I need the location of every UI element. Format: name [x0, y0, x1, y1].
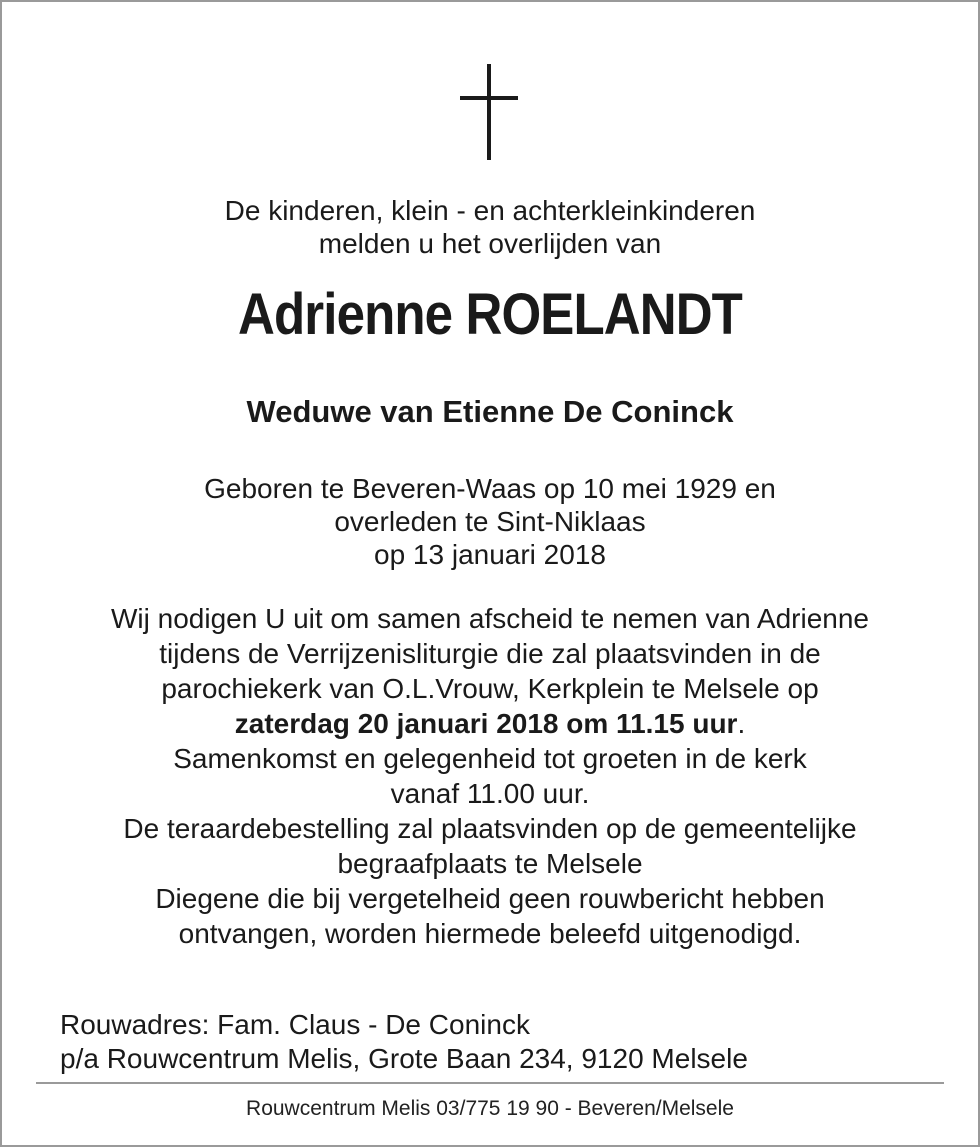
dates-line-2: overleden te Sint-Niklaas: [334, 506, 646, 537]
invitation-line-5: Samenkomst en gelegenheid tot groeten in de kerk: [173, 743, 807, 774]
invitation-line-8: begraafplaats te Melsele: [337, 848, 643, 879]
footer-divider: [36, 1082, 944, 1084]
invitation-line-4: [2, 706, 978, 741]
invitation-line-3: parochiekerk van O.L.Vrouw, Kerkplein te Melsele op: [161, 673, 819, 704]
invitation-line-9: Diegene die bij vergetelheid geen rouwbericht hebben: [155, 883, 825, 914]
mourning-address: [60, 1008, 748, 1076]
intro-line-1: De kinderen, klein - en achterkleinkinderen: [224, 195, 756, 226]
intro-text: [2, 194, 978, 260]
invitation-line-2: tijdens de Verrijzenisliturgie die zal plaatsvinden in de: [159, 638, 821, 669]
cross-horizontal-bar: [460, 96, 518, 100]
invitation-line-10: ontvangen, worden hiermede beleefd uitgenodigd.: [178, 918, 802, 949]
address-line-2: p/a Rouwcentrum Melis, Grote Baan 234, 9120 Melsele: [60, 1043, 748, 1074]
birth-death-dates: [2, 472, 978, 571]
dates-line-3: op 13 januari 2018: [374, 539, 606, 570]
deceased-relation: Weduwe van Etienne De Coninck: [246, 394, 734, 429]
intro-line-2: melden u het overlijden van: [318, 228, 662, 259]
funeral-home-footer: Rouwcentrum Melis 03/775 19 90 - Beveren/Melsele: [246, 1097, 734, 1120]
cross-vertical-bar: [487, 64, 491, 160]
address-line-1: Rouwadres: Fam. Claus - De Coninck: [60, 1009, 530, 1040]
invitation-text: [2, 601, 978, 951]
cross-icon: [460, 64, 520, 160]
invitation-line-1: Wij nodigen U uit om samen afscheid te nemen van Adrienne: [111, 603, 869, 634]
service-datetime: zaterdag 20 januari 2018 om 11.15 uur: [234, 708, 738, 739]
service-datetime-period: .: [737, 708, 746, 739]
dates-line-1: Geboren te Beveren-Waas op 10 mei 1929 en: [204, 473, 776, 504]
invitation-line-6: vanaf 11.00 uur.: [390, 778, 590, 809]
deceased-name: Adrienne ROELANDT: [238, 282, 742, 347]
invitation-line-7: De teraardebestelling zal plaatsvinden op de gemeentelijke: [123, 813, 857, 844]
